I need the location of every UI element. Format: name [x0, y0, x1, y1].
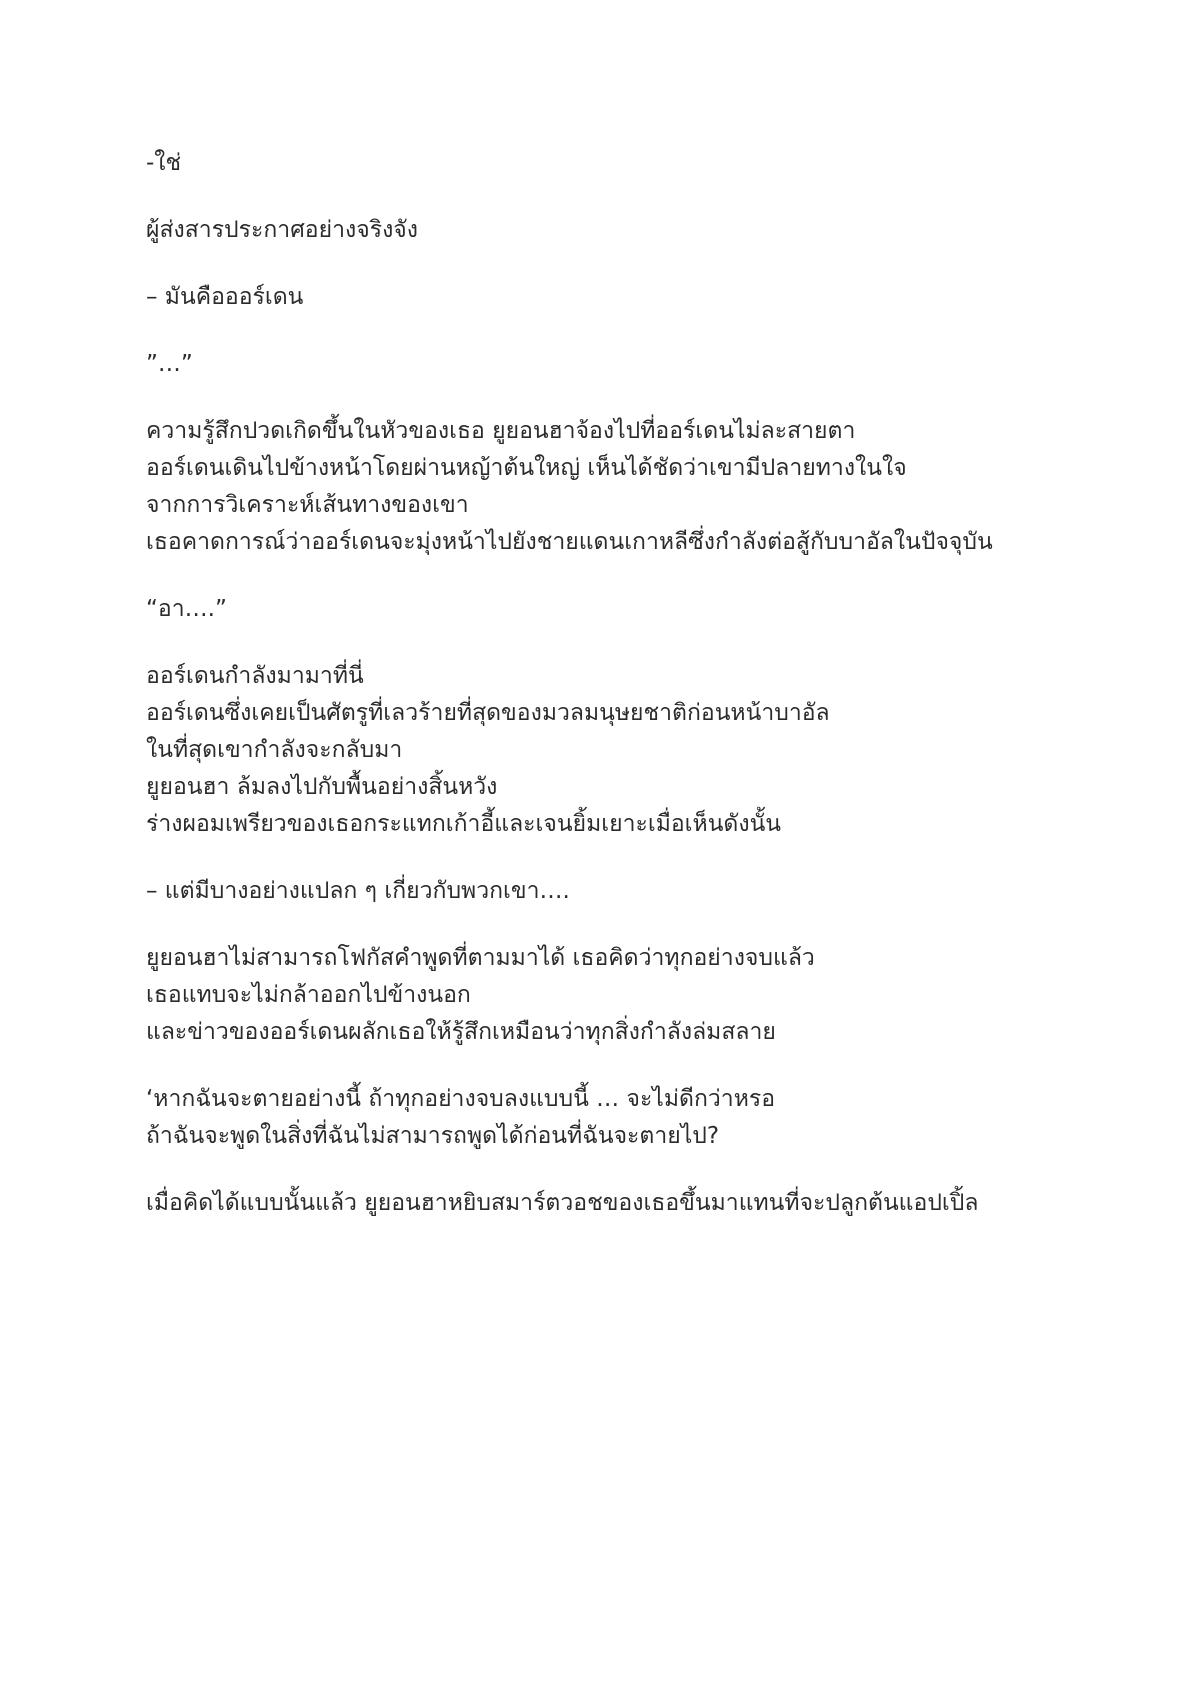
text-line: -ใช่: [146, 150, 182, 176]
paragraph: [146, 940, 1106, 1051]
text-line: ‘หากฉันจะตายอย่างนี้ ถ้าทุกอย่างจบลงแบบนี้ … จะไม่ดีกว่าหรอ: [146, 1086, 776, 1112]
text-line: – มันคือออร์เดน: [146, 284, 304, 310]
text-line: ออร์เดนกำลังมามาที่นี่: [146, 663, 364, 689]
text-line: ยูยอนฮา ล้มลงไปกับพื้นอย่างสิ้นหวัง: [146, 774, 498, 800]
paragraph: [146, 346, 1106, 383]
text-line: เธอคาดการณ์ว่าออร์เดนจะมุ่งหน้าไปยังชายแดนเกาหลีซึ่งกำลังต่อสู้กับบาอัลในปัจจุบัน: [146, 529, 993, 555]
text-line: จากการวิเคราะห์เส้นทางของเขา: [146, 492, 469, 518]
paragraph: [146, 212, 1106, 249]
text-line: เมื่อคิดได้แบบนั้นแล้ว ยูยอนฮาหยิบสมาร์ตวอชของเธอขึ้นมาแทนที่จะปลูกต้นแอปเปิ้ล: [146, 1190, 979, 1216]
text-line: ”…”: [146, 351, 193, 377]
document-body: [146, 145, 1106, 1252]
text-line: และข่าวของออร์เดนผลักเธอให้รู้สึกเหมือนว่าทุกสิ่งกำลังล่มสลาย: [146, 1019, 776, 1045]
paragraph: [146, 1185, 1106, 1222]
text-line: เธอแทบจะไม่กล้าออกไปข้างนอก: [146, 982, 471, 1008]
text-line: ในที่สุดเขากำลังจะกลับมา: [146, 737, 403, 763]
paragraph: [146, 413, 1106, 561]
paragraph: [146, 1081, 1106, 1155]
text-line: ผู้ส่งสารประกาศอย่างจริงจัง: [146, 217, 419, 243]
text-line: ถ้าฉันจะพูดในสิ่งที่ฉันไม่สามารถพูดได้ก่อนที่ฉันจะตายไป?: [146, 1123, 720, 1149]
text-line: ความรู้สึกปวดเกิดขึ้นในหัวของเธอ ยูยอนฮาจ้องไปที่ออร์เดนไม่ละสายตา: [146, 418, 856, 444]
paragraph: [146, 591, 1106, 628]
paragraph: [146, 145, 1106, 182]
text-line: ออร์เดนซึ่งเคยเป็นศัตรูที่เลวร้ายที่สุดของมวลมนุษยชาติก่อนหน้าบาอัล: [146, 700, 830, 726]
text-line: ออร์เดนเดินไปข้างหน้าโดยผ่านหญ้าต้นใหญ่ เห็นได้ชัดว่าเขามีปลายทางในใจ: [146, 455, 907, 481]
text-line: ร่างผอมเพรียวของเธอกระแทกเก้าอี้และเจนยิ้มเยาะเมื่อเห็นดังนั้น: [146, 811, 782, 837]
text-line: “อา….”: [146, 596, 227, 622]
text-line: – แต่มีบางอย่างแปลก ๆ เกี่ยวกับพวกเขา….: [146, 878, 570, 904]
text-line: ยูยอนฮาไม่สามารถโฟกัสคำพูดที่ตามมาได้ เธอคิดว่าทุกอย่างจบแล้ว: [146, 945, 815, 971]
paragraph: [146, 873, 1106, 910]
paragraph: [146, 658, 1106, 843]
paragraph: [146, 279, 1106, 316]
